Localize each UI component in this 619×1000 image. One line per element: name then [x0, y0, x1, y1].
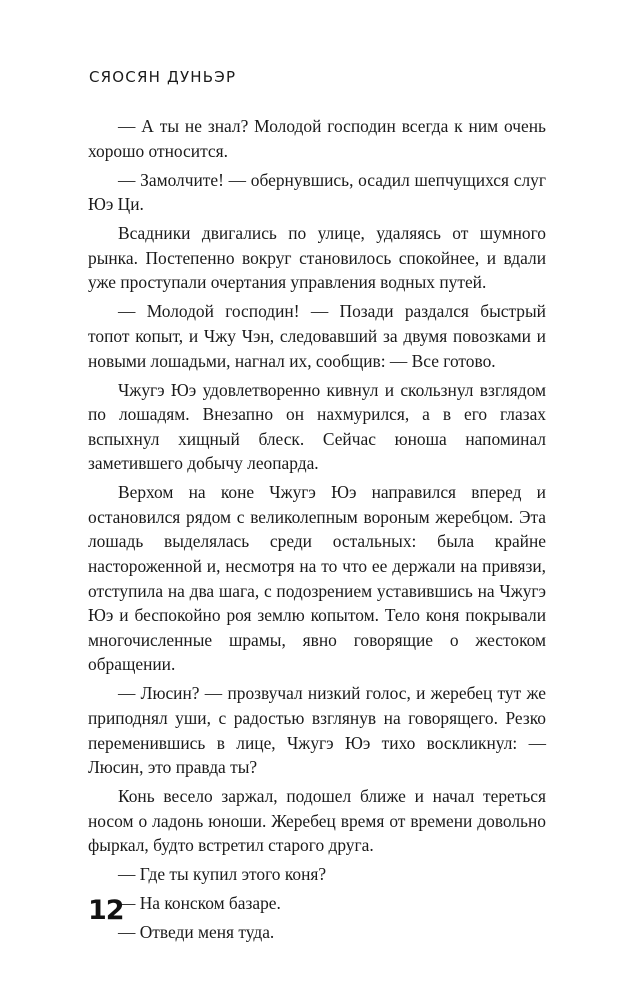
- body-text: [88, 114, 546, 945]
- paragraph: — Замолчите! — обернувшись, осадил шепчущихся слуг Юэ Ци.: [88, 169, 546, 215]
- paragraph: — Где ты купил этого коня?: [118, 864, 327, 885]
- paragraph: — Молодой господин! — Позади раздался быстрый топот копыт, и Чжу Чэн, следовавший за двумя повозками и новыми лошадьми, нагнал их, сообщив: — Все готово.: [88, 301, 546, 371]
- paragraph: Конь весело заржал, подошел ближе и начал тереться носом о ладонь юноши. Жеребец время от времени довольно фыркал, будто встретил старого друга.: [88, 786, 546, 856]
- paragraph: — Отведи меня туда.: [118, 922, 275, 943]
- paragraph: Чжугэ Юэ удовлетворенно кивнул и скользнул взглядом по лошадям. Внезапно он нахмурился, а в его глазах вспыхнул хищный блеск. Сейчас юноша напоминал заметившего добычу леопарда.: [88, 379, 546, 474]
- paragraph: — А ты не знал? Молодой господин всегда к ним очень хорошо относится.: [88, 116, 546, 161]
- paragraph: — Люсин? — прозвучал низкий голос, и жеребец тут же приподнял уши, с радостью взглянув на говорящего. Резко переменившись в лице, Чжугэ Юэ тихо воскликнул: — Люсин, это правда ты?: [88, 683, 546, 778]
- page-number: 12: [88, 895, 124, 926]
- paragraph: Верхом на коне Чжугэ Юэ направился вперед и остановился рядом с великолепным вороным жеребцом. Эта лошадь выделялась среди остальных: была крайне настороженной и, несмотря на то что ее держали на привязи, отступила на два шага, с подозрением уставившись на Чжугэ Юэ и беспокойно роя землю копытом. Тело коня покрывали многочисленные шрамы, явно говорящие о жестоком обращении.: [88, 482, 546, 675]
- paragraph: Всадники двигались по улице, удаляясь от шумного рынка. Постепенно вокруг становилось спокойнее, и вдали уже проступали очертания управления водных путей.: [88, 223, 546, 293]
- running-header: СЯОСЯН ДУНЬЭР: [89, 68, 237, 86]
- paragraph: — На конском базаре.: [118, 893, 281, 914]
